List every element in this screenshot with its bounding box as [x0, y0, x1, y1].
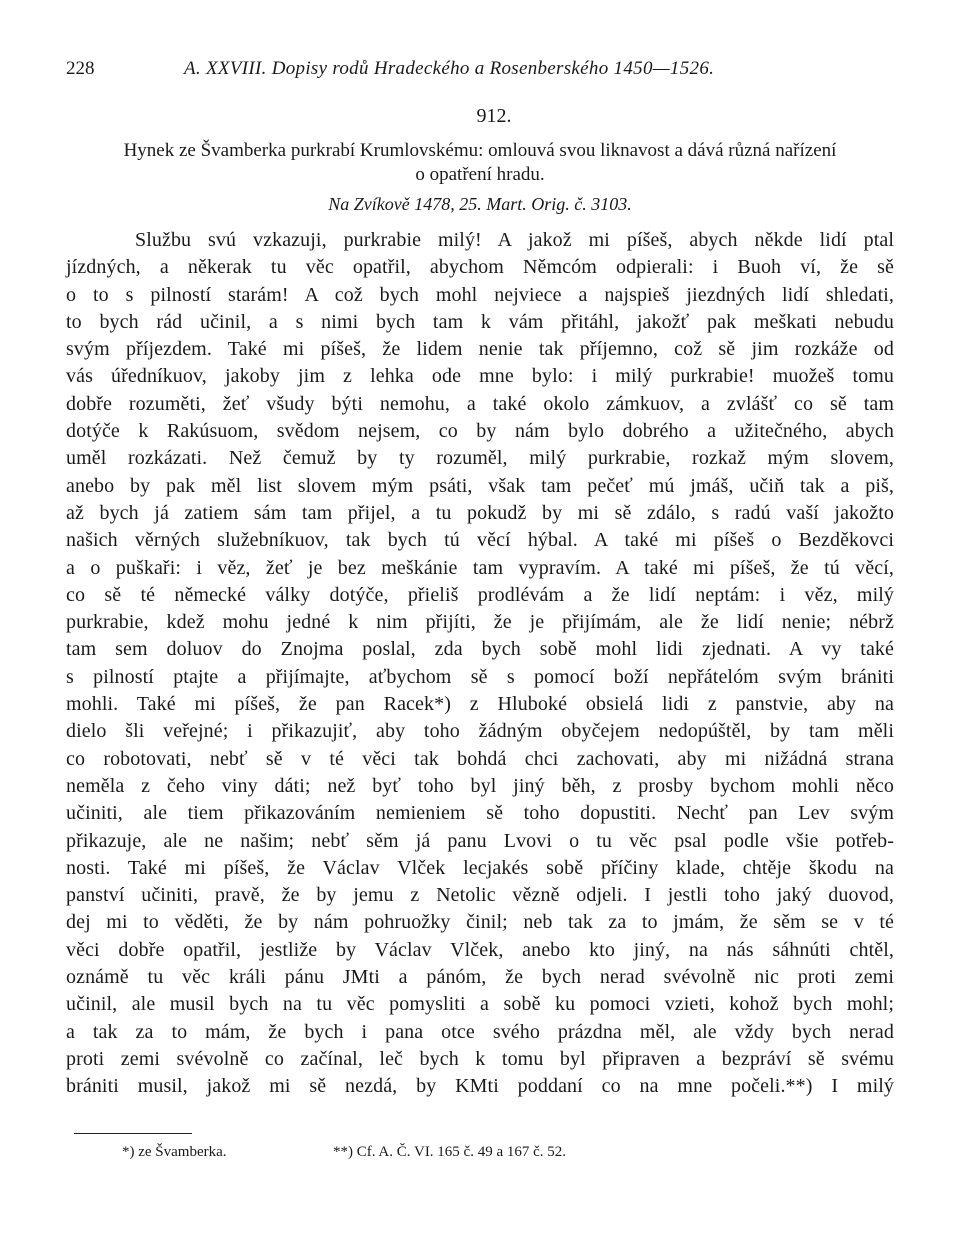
footnotes	[0, 1144, 960, 1166]
body-line: panství učiniti, pravě, že by jemu z Netolic vězně odjeli. I jestli toho jaký duovod,	[66, 884, 894, 907]
body-line: nosti. Také mi píšeš, že Václav Vlček lecjakés sobě příčiny klade, chtěje škodu na	[66, 856, 894, 879]
running-header	[66, 58, 894, 82]
body-line: dotýče k Rakúsuom, svědom nejsem, co by nám bylo dobrého a užitečného, abych	[66, 420, 894, 443]
body-line: dielo šli veřejné; i přikazujiť, aby toho žádným obyčejem nedopúštěl, by tam měli	[66, 720, 894, 743]
body-line: vás úředníkuov, jakoby jim z lehka ode mne bylo: i milý purkrabie! muožeš tomu	[66, 365, 894, 388]
body-line: to bych rád učinil, a s nimi bych tam k vám přitáhl, jakožť pak meškati nebudu	[66, 310, 894, 333]
body-line: co robotovati, nebť sě v té věci tak bohdá chci zachovati, aby mi nižádná strana	[66, 747, 894, 770]
body-line: svým příjezdem. Také mi píšeš, že lidem nenie tak příjemno, což sě jim rozkáže od	[66, 338, 894, 361]
body-line: s pilností ptajte a přijímajte, aťbychom sě s pomocí boží nepřátelóm svým brániti	[66, 665, 894, 688]
body-line: až bych já zatiem sám tam přijel, a tu pokudž by mi sě zdálo, s radú vaší jakožto	[66, 501, 894, 524]
document-number: 912.	[476, 105, 512, 127]
body-line: Službu svú vzkazuji, purkrabie milý! A jakož mi píšeš, abych někde lidí ptal	[135, 229, 894, 251]
body-line: mohli. Také mi píšeš, že pan Racek*) z Hluboké obsielá lidi z panstvie, aby na	[66, 693, 894, 716]
body-line: brániti musil, jakož mi sě nezdá, by KMti poddaní co na mne počeli.**) I milý	[66, 1075, 894, 1098]
footnote-1: *) ze Švamberka.	[122, 1144, 227, 1160]
body-line: anebo by pak měl list slovem mým psáti, však tam pečeť mú jmáš, učiň tak a piš,	[66, 474, 894, 497]
document-regest	[66, 139, 894, 187]
body-line: přikazuje, ale ne našim; nebť sěm já panu Lvovi o tu věc psal podle všie potřeb-	[66, 829, 894, 852]
footnote-divider	[74, 1133, 192, 1134]
body-line: oznámě tu věc králi pánu JMti a pánóm, že bych nerad svévolně nic proti zemi	[66, 966, 894, 989]
footnote-2: **) Cf. A. Č. VI. 165 č. 49 a 167 č. 52.	[333, 1144, 567, 1160]
body-line: a tak za to mám, že bych i pana otce svého prázdna měl, ale vždy bych nerad	[66, 1020, 894, 1043]
body-line: neměla z čeho viny dáti; než byť toho byl jiný běh, z prosby bychom mohli něco	[66, 774, 894, 797]
document-dating: Na Zvíkově 1478, 25. Mart. Orig. č. 3103.	[328, 194, 632, 214]
regest-line-1: Hynek ze Švamberka purkrabí Krumlovskému: omlouvá svou liknavost a dává různá nařízení	[123, 140, 837, 161]
body-line: o to s pilností starám! A což bych mohl nejviece a najspieš jiezdných lidí shledati,	[66, 283, 894, 306]
body-line: uměl rozkázati. Než čemuž by ty rozuměl, milý purkrabie, rozkaž mým slovem,	[66, 447, 894, 470]
body-line: jízdných, a někerak tu věc opatřil, abychom Němcóm odpierali: i Buoh ví, že sě	[66, 256, 894, 279]
body-line: co sě té německé války dotýče, přieliš prodlévám a že lidí neptám: i věz, milý	[66, 583, 894, 606]
body-line: purkrabie, kdež mohu jedné k nim přijíti, že je přijímám, ale že lidí nenie; nébrž	[66, 611, 894, 634]
letter-body	[66, 227, 894, 1101]
body-line: a o puškaři: i věz, žeť je bez meškánie tam vypravím. A také mi píšeš, že tú věcí,	[66, 556, 894, 579]
body-line: učinil, ale musil bych na tu věc pomysliti a sobě ku pomoci vzieti, kohož bych mohl;	[66, 993, 894, 1016]
regest-line-2: o opatření hradu.	[415, 164, 545, 185]
body-line: věci dobře opatřil, jestliže by Václav Vlček, anebo kto jiný, na nás sáhnúti chtěl,	[66, 938, 894, 961]
body-line: dej mi to věděti, že by nám pohruožky činil; neb tak za to jmám, že sěm se v té	[66, 911, 894, 934]
body-line: tam sem doluov do Znojma poslal, zda bych sobě mohl lidi zjednati. A vy také	[66, 638, 894, 661]
running-title: A. XXVIII. Dopisy rodů Hradeckého a Rosenberského 1450—1526.	[184, 58, 715, 79]
page-number: 228	[66, 58, 95, 79]
body-line: proti zemi svévolně co začínal, leč bych k tomu byl připraven a bezpráví sě svému	[66, 1047, 894, 1070]
body-line: učiniti, ale tiem přikazováním nemieniem sě toho dopustiti. Nechť pan Lev svým	[66, 802, 894, 825]
body-line: dobře rozuměti, žeť všudy býti nemohu, a také okolo zámkuov, a zvlášť co sě tam	[66, 392, 894, 415]
body-line: našich věrných služebníkuov, tak bych tú věcí hýbal. A také mi píšeš o Bezděkovci	[66, 529, 894, 552]
